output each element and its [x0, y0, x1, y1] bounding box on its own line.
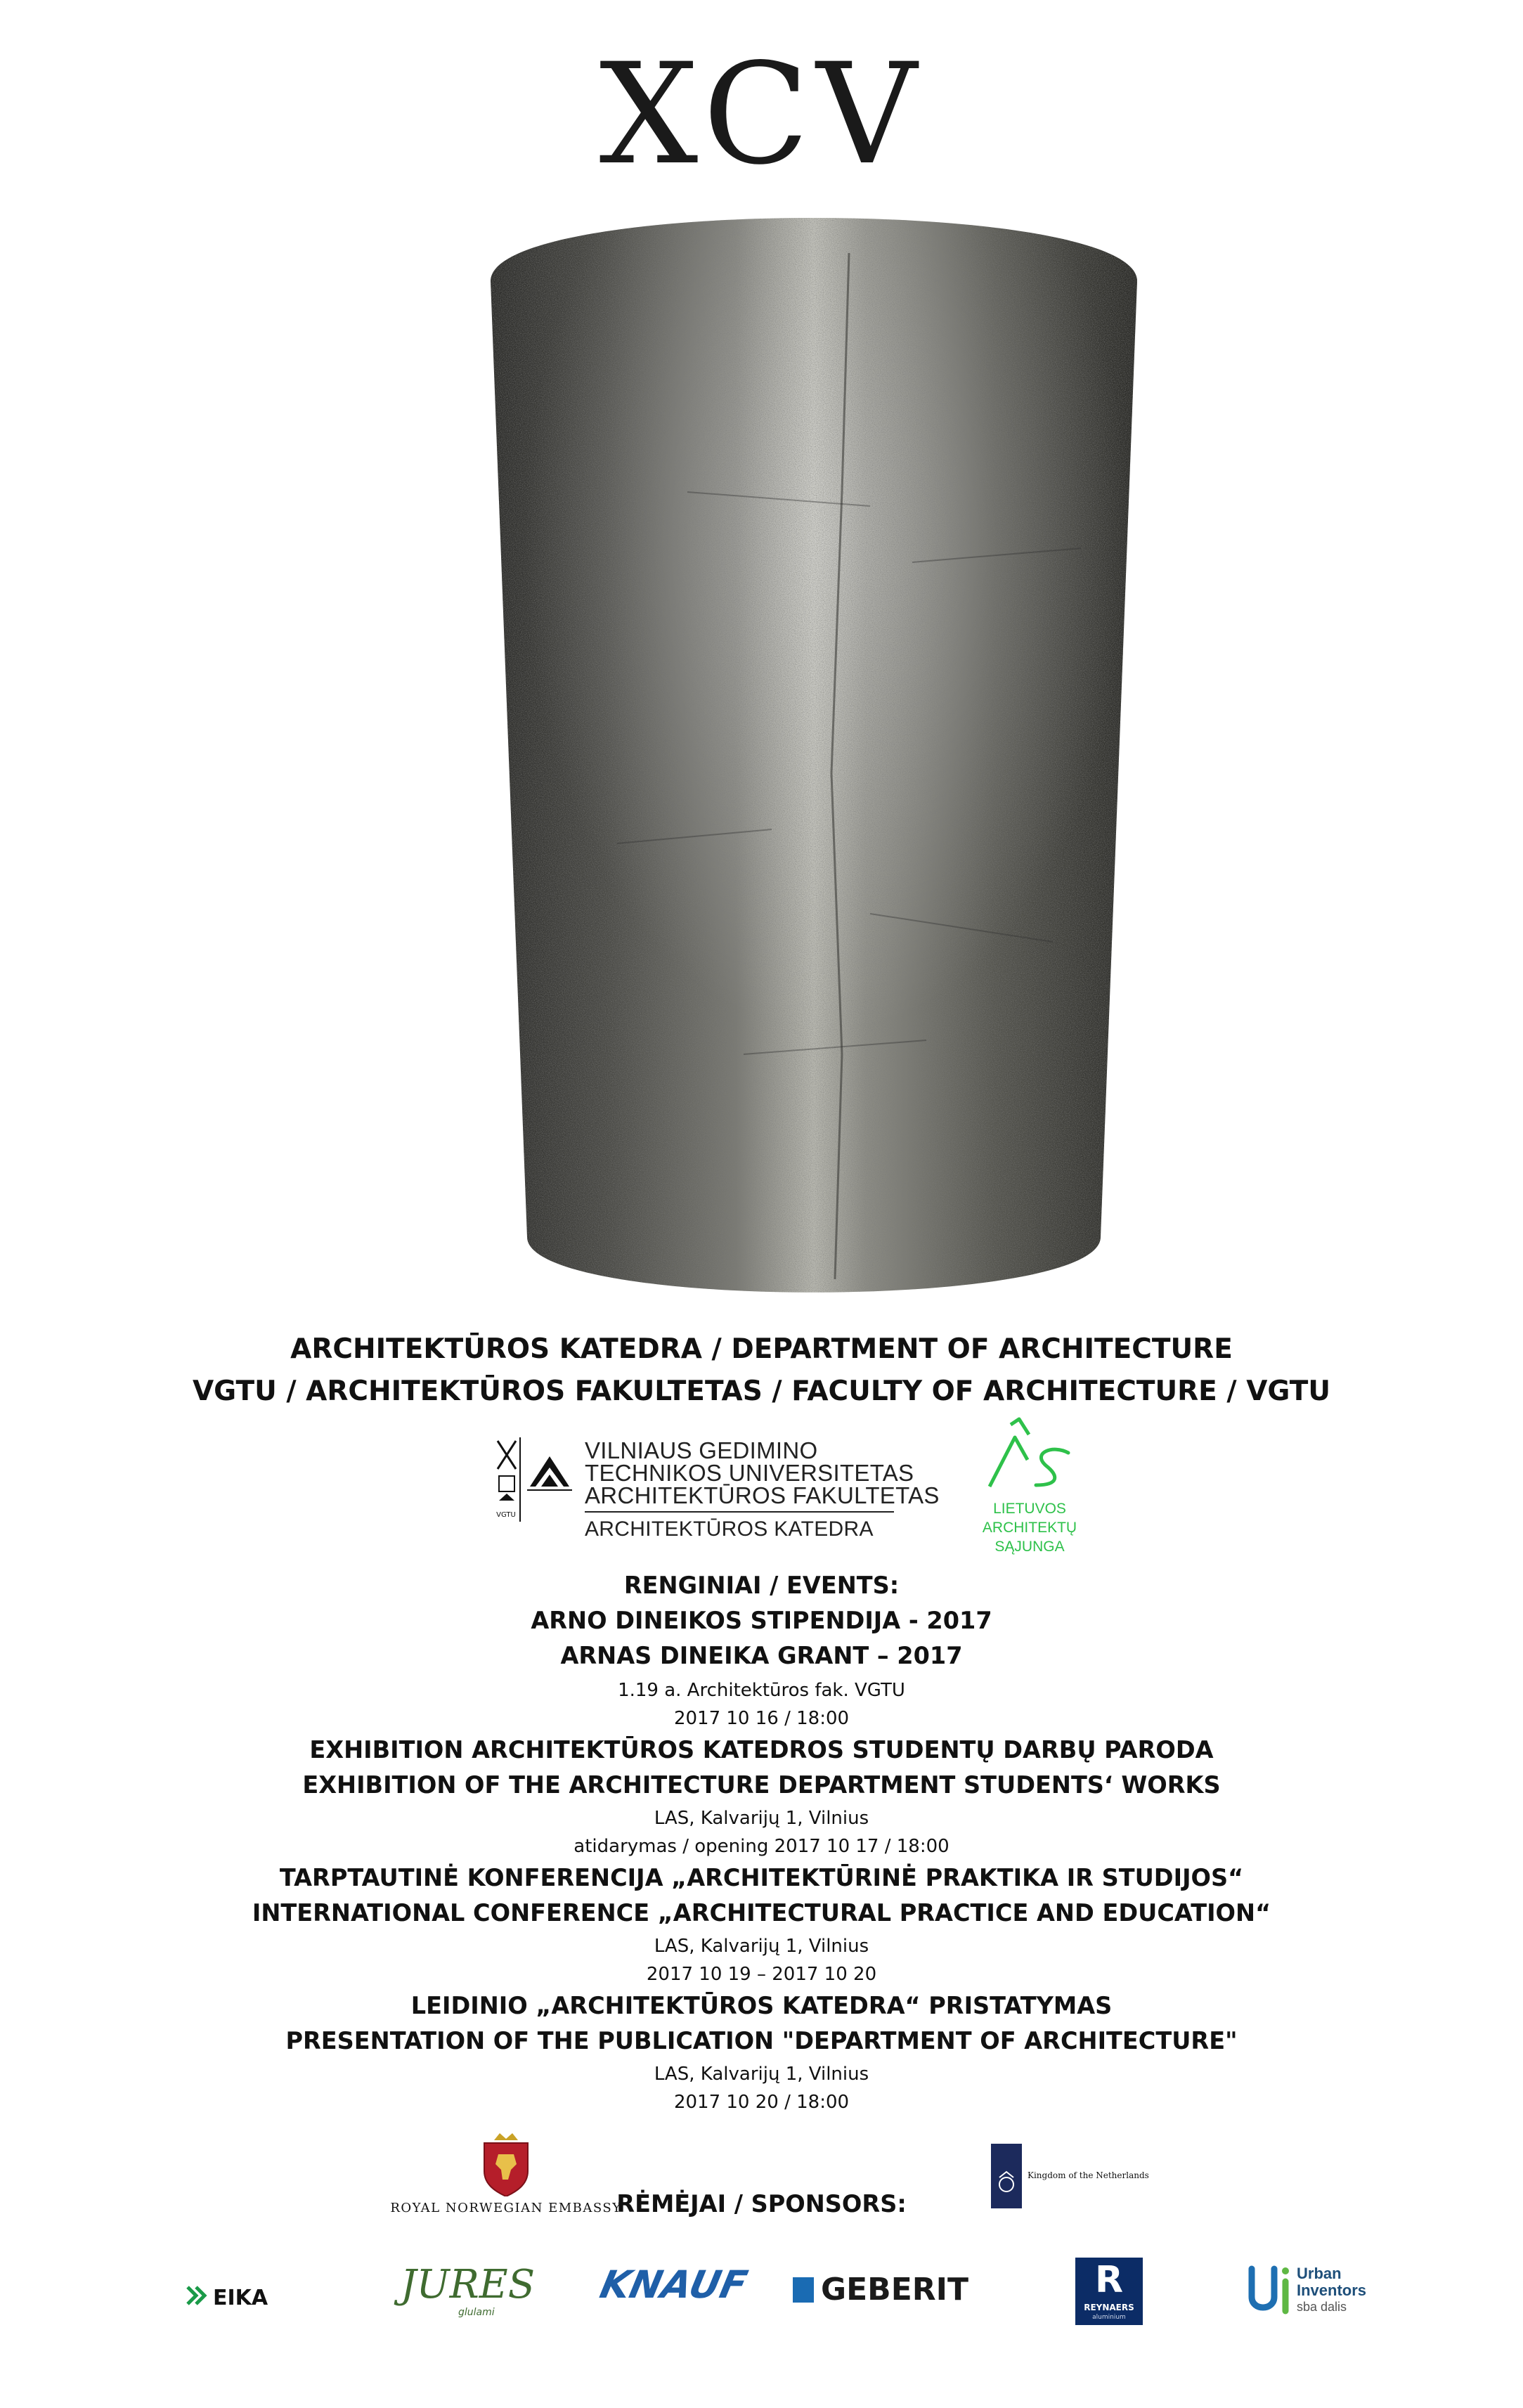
vgtu-line-2: TECHNIKOS UNIVERSITETAS [585, 1460, 914, 1486]
event1-date: 2017 10 16 / 18:00 [673, 1708, 850, 1729]
vgtu-line-1: VILNIAUS GEDIMINO [585, 1437, 818, 1463]
las-line-3: SĄJUNGA [994, 1539, 1065, 1555]
sponsor-geberit [793, 2272, 983, 2314]
poster-title: XCV [599, 33, 924, 195]
header-line-2: VGTU / ARCHITEKTŪROS FAKULTETAS / FACULTY OF ARCHITECTURE / VGTU [193, 1375, 1330, 1407]
sponsors-heading: RĖMĖJAI / SPONSORS: [616, 2190, 907, 2218]
event1-title-lt: ARNO DINEIKOS STIPENDIJA - 2017 [531, 1607, 992, 1634]
netherlands-label: Kingdom of the Netherlands [1028, 2170, 1149, 2180]
las-line-2: ARCHITEKTŲ [982, 1520, 1077, 1536]
event1-place: 1.19 a. Architektūros fak. VGTU [618, 1680, 905, 1701]
las-mountain-icon [985, 1416, 1074, 1494]
eika-leaf-icon [186, 2286, 210, 2307]
sponsor-knauf [596, 2253, 751, 2323]
event4-title-en: PRESENTATION OF THE PUBLICATION "DEPARTMENT OF ARCHITECTURE" [285, 2027, 1238, 2054]
event2-place: LAS, Kalvarijų 1, Vilnius [654, 1808, 869, 1829]
vgtu-sub: ARCHITEKTŪROS KATEDRA [585, 1517, 874, 1541]
sponsor-eika [186, 2277, 299, 2319]
event2-title-en: EXHIBITION OF THE ARCHITECTURE DEPARTMENT STUDENTS‘ WORKS [302, 1771, 1221, 1799]
event3-date: 2017 10 19 – 2017 10 20 [646, 1964, 877, 1985]
reynaers-sub: aluminium [1092, 2314, 1126, 2321]
svg-text:VGTU: VGTU [496, 1511, 516, 1519]
geberit-text: GEBERIT [821, 2272, 969, 2307]
stone-column-illustration [477, 211, 1151, 1307]
urban-line-1: Urban [1297, 2265, 1342, 2282]
event4-date: 2017 10 20 / 18:00 [673, 2092, 850, 2113]
las-line-1: LIETUVOS [993, 1501, 1066, 1517]
urban-inventors-ui-icon [1247, 2265, 1292, 2315]
event4-place: LAS, Kalvarijų 1, Vilnius [654, 2064, 869, 2085]
event1-title-en: ARNAS DINEIKA GRANT – 2017 [560, 1642, 963, 1669]
norway-embassy-label: ROYAL NORWEGIAN EMBASSY [390, 2201, 622, 2215]
event3-title-en: INTERNATIONAL CONFERENCE „ARCHITECTURAL PRACTICE AND EDUCATION“ [252, 1899, 1271, 1927]
sponsor-reynaers [1075, 2258, 1143, 2325]
reynaers-text: REYNAERS [1084, 2303, 1134, 2312]
urban-line-2: Inventors [1297, 2281, 1367, 2299]
event3-title-lt: TARPTAUTINĖ KONFERENCIJA „ARCHITEKTŪRINĖ PRAKTIKA IR STUDIJOS“ [279, 1864, 1244, 1891]
urban-line-3: sba dalis [1297, 2300, 1347, 2314]
header-line-1: ARCHITEKTŪROS KATEDRA / DEPARTMENT OF ARCHITECTURE [290, 1333, 1233, 1365]
event3-place: LAS, Kalvarijų 1, Vilnius [654, 1936, 869, 1957]
vgtu-divider [585, 1511, 894, 1513]
reynaers-r-icon: R [1094, 2259, 1124, 2301]
jures-sub: glulami [458, 2307, 495, 2318]
event2-date: atidarymas / opening 2017 10 17 / 18:00 [573, 1836, 950, 1857]
sponsor-urban-inventors [1247, 2263, 1388, 2326]
knauf-text: KNAUF [596, 2263, 751, 2307]
eika-text: EIKA [213, 2286, 268, 2310]
vgtu-line-3: ARCHITEKTŪROS FAKULTETAS [585, 1482, 940, 1508]
vgtu-emblem-icon [492, 1434, 583, 1525]
norway-crest-icon [480, 2133, 532, 2196]
event4-title-lt: LEIDINIO „ARCHITEKTŪROS KATEDRA“ PRISTATYMAS [410, 1992, 1113, 2019]
las-logo [970, 1416, 1089, 1557]
vgtu-logo [492, 1434, 940, 1541]
geberit-square-icon [793, 2277, 814, 2303]
events-heading: RENGINIAI / EVENTS: [623, 1572, 900, 1599]
jures-text: JURES [401, 2262, 536, 2307]
event2-title-lt: EXHIBITION ARCHITEKTŪROS KATEDROS STUDENTŲ DARBŲ PARODA [309, 1736, 1214, 1763]
sponsor-jures [401, 2262, 536, 2325]
